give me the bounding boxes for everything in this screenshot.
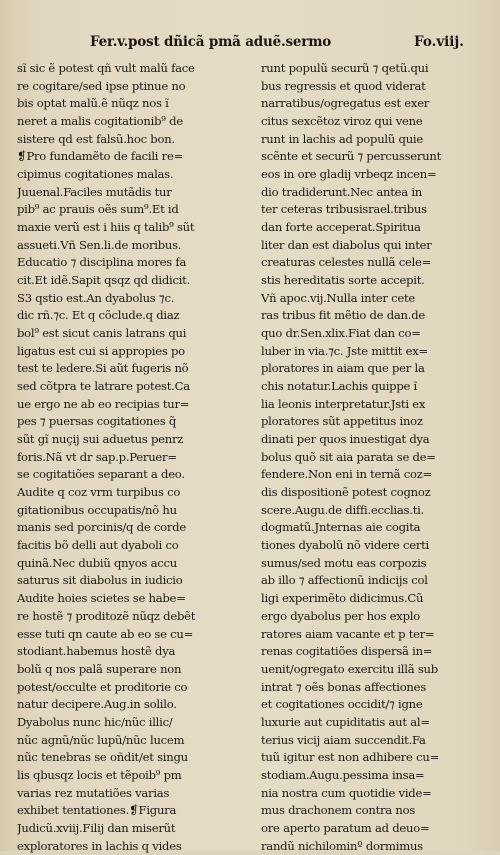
- text-line: manis sed porcinis/q de corde: [17, 520, 186, 535]
- text-line: exhibet tentationes.❡Figura: [17, 803, 177, 818]
- text-line: varias rez mutatiões varias: [17, 785, 170, 800]
- text-line: chis notatur.Lachis quippe ĩ: [261, 379, 418, 394]
- text-line: nũc tenebras se oñdit/et singu: [17, 750, 188, 765]
- text-line: runt in lachis ad populũ quie: [261, 131, 423, 146]
- text-line: renas cogitatiões dispersã in=: [261, 644, 433, 659]
- text-line: bolũ q nos palã superare non: [17, 661, 182, 676]
- text-line: ratores aiam vacante et p ter=: [261, 626, 435, 641]
- text-line: mus drachonem contra nos: [261, 803, 416, 818]
- text-line: bolus quõ sit aia parata se de=: [261, 449, 436, 464]
- text-line: facitis bõ delli aut dyaboli co: [17, 538, 179, 553]
- text-line: ligatus est cui si appropies po: [17, 343, 185, 358]
- text-line: tiones dyabolũ nõ videre certi: [261, 538, 429, 553]
- text-line: cipimus cogitationes malas.: [17, 167, 174, 182]
- text-line: scere.Augu.de diffi.ecclias.ti.: [261, 502, 424, 517]
- page-header: [18, 34, 482, 56]
- text-line: ore aperto paratum ad deuo=: [261, 820, 430, 835]
- text-line: creaturas celestes nullã cele=: [261, 255, 432, 270]
- text-line: quinã.Nec dubiũ qnyos accu: [17, 555, 177, 570]
- text-line: natur decipere.Aug.in solilo.: [17, 697, 177, 712]
- text-line: pib⁹ ac prauis oẽs sum⁹.Et id: [17, 202, 179, 217]
- text-line: se cogitatiões separant a deo.: [17, 467, 185, 482]
- text-line: cit.Et idẽ.Sapit qsqz qd didicit.: [17, 273, 191, 288]
- text-line: lis qbusqz locis et tẽpoib⁹ pm: [17, 767, 182, 782]
- text-line: quo dr.Sen.xlix.Fiat dan co=: [261, 326, 421, 341]
- text-line: nũc agnũ/nũc lupũ/nũc lucem: [17, 732, 185, 747]
- text-line: sũt gĩ nuçij sui aduetus penrz: [17, 432, 184, 447]
- text-line: dinati per quos inuestigat dya: [261, 432, 430, 447]
- text-line: dis dispositionẽ potest cognoz: [261, 485, 431, 500]
- text-line: saturus sit diabolus in iudicio: [17, 573, 183, 588]
- text-line: randũ nichilominº dormimus: [261, 838, 423, 853]
- text-line: lia leonis interpretatur.Jsti ex: [261, 396, 426, 411]
- text-line: stis hereditatis sorte accepit.: [261, 273, 425, 288]
- text-line: bol⁹ est sicut canis latrans qui: [17, 326, 187, 341]
- running-title: Fer.v.post dñicã pmã aduẽ.sermo: [90, 34, 332, 50]
- text-line: ab illo ⁊ affectionũ indicijs col: [261, 573, 428, 588]
- text-line: test te ledere.Si aũt fugeris nõ: [17, 361, 189, 376]
- text-line: esse tuti qn caute ab eo se cu=: [17, 626, 194, 641]
- text-line: terius vicij aiam succendit.Fa: [261, 732, 426, 747]
- text-line: Educatio ⁊ disciplina mores fa: [17, 255, 187, 270]
- text-line: Dyabolus nunc hic/nũc illic/: [17, 714, 173, 729]
- text-line: intrat ⁊ oẽs bonas affectiones: [261, 679, 426, 694]
- left-column: [17, 60, 239, 855]
- text-line: ligi experimẽto didicimus.Cũ: [261, 591, 424, 606]
- text-line: luxurie aut cupiditatis aut al=: [261, 714, 430, 729]
- right-column: [261, 60, 483, 855]
- text-line: narratibus/ogregatus est exer: [261, 96, 430, 111]
- text-line: sumus/sed motu eas corpozis: [261, 555, 427, 570]
- text-line: bis optat malũ.ẽ nũqz nos ĩ: [17, 96, 169, 111]
- text-line: sistere qd est falsũ.hoc bon.: [17, 131, 175, 146]
- text-line: et cogitationes occidit/⁊ igne: [261, 697, 423, 712]
- text-line: neret a malis cogitationib⁹ de: [17, 114, 183, 129]
- text-line: ue ergo ne ab eo recipias tur=: [17, 396, 190, 411]
- text-line: bus regressis et quod viderat: [261, 78, 426, 93]
- text-line: stodiant.habemus hostẽ dya: [17, 644, 176, 659]
- text-line: maxie verũ est i hiis q talib⁹ sũt: [17, 220, 195, 235]
- text-line: ergo dyabolus per hos explo: [261, 608, 420, 623]
- text-line: ploratores sũt appetitus inoz: [261, 414, 423, 429]
- text-line: S3 qstio est.An dyabolus ⁊c.: [17, 290, 175, 305]
- text-line: ploratores in aiam que per la: [261, 361, 425, 376]
- text-line: scẽnte et securũ ⁊ percusserunt: [261, 149, 442, 164]
- text-line: sĩ sic ẽ potest qñ vult malũ face: [17, 61, 195, 75]
- text-line: dan forte acceperat.Spiritua: [261, 220, 421, 235]
- text-line: re cogitare/sed ipse ptinue no: [17, 78, 186, 93]
- text-line: Judicũ.xviij.Filij dan miserũt: [17, 820, 176, 835]
- text-line: ras tribus fit mẽtio de dan.de: [261, 308, 425, 323]
- text-line: Vñ apoc.vij.Nulla inter cete: [261, 290, 415, 305]
- text-line: liter dan est diabolus qui inter: [261, 237, 432, 252]
- text-line: sed cõtpra te latrare potest.Ca: [17, 379, 190, 394]
- text-line: dogmatũ.Jnternas aie cogita: [261, 520, 421, 535]
- text-line: luber in via.⁊c. Jste mittit ex=: [261, 343, 429, 358]
- text-line: dio tradiderunt.Nec antea in: [261, 184, 422, 199]
- text-line: eos in ore gladij vrbeqz incen=: [261, 167, 437, 182]
- text-line: gitationibus occupatis/nõ hu: [17, 502, 177, 517]
- text-line: exploratores in lachis q vides: [17, 838, 182, 853]
- folio-number: Fo.viij.: [414, 34, 464, 50]
- text-line: foris.Nã vt dr sap.p.Peruer=: [17, 449, 177, 464]
- text-line: re hostẽ ⁊ proditozẽ nũqz debẽt: [17, 608, 196, 623]
- text-line: citus sexcẽtoz viroz qui vene: [261, 114, 423, 129]
- text-line: pes ⁊ puersas cogitationes q̃: [17, 414, 177, 429]
- text-line: dic rñ.⁊c. Et q cõclude.q diaz: [17, 308, 180, 323]
- text-line: Juuenal.Faciles mutãdis tur: [17, 184, 172, 199]
- text-line: assueti.Vñ Sen.li.de moribus.: [17, 237, 182, 252]
- text-line: fendere.Non eni in ternã coz=: [261, 467, 433, 482]
- text-line: tuũ igitur est non adhibere cu=: [261, 750, 440, 765]
- text-line: ❡Pro fundamẽto de facili re=: [17, 149, 184, 164]
- text-line: runt populũ securũ ⁊ qetũ.qui: [261, 61, 429, 75]
- text-line: nia nostra cum quotidie vide=: [261, 785, 432, 800]
- text-line: Audite q coz vrm turpibus co: [17, 485, 181, 500]
- text-line: Audite hoies scietes se habe=: [17, 591, 186, 606]
- text-line: uenit/ogregato exercitu illã sub: [261, 661, 438, 676]
- text-line: stodiam.Augu.pessima insa=: [261, 767, 425, 782]
- text-line: potest/occulte et proditorie co: [17, 679, 188, 694]
- text-line: ter ceteras tribusisrael.tribus: [261, 202, 427, 217]
